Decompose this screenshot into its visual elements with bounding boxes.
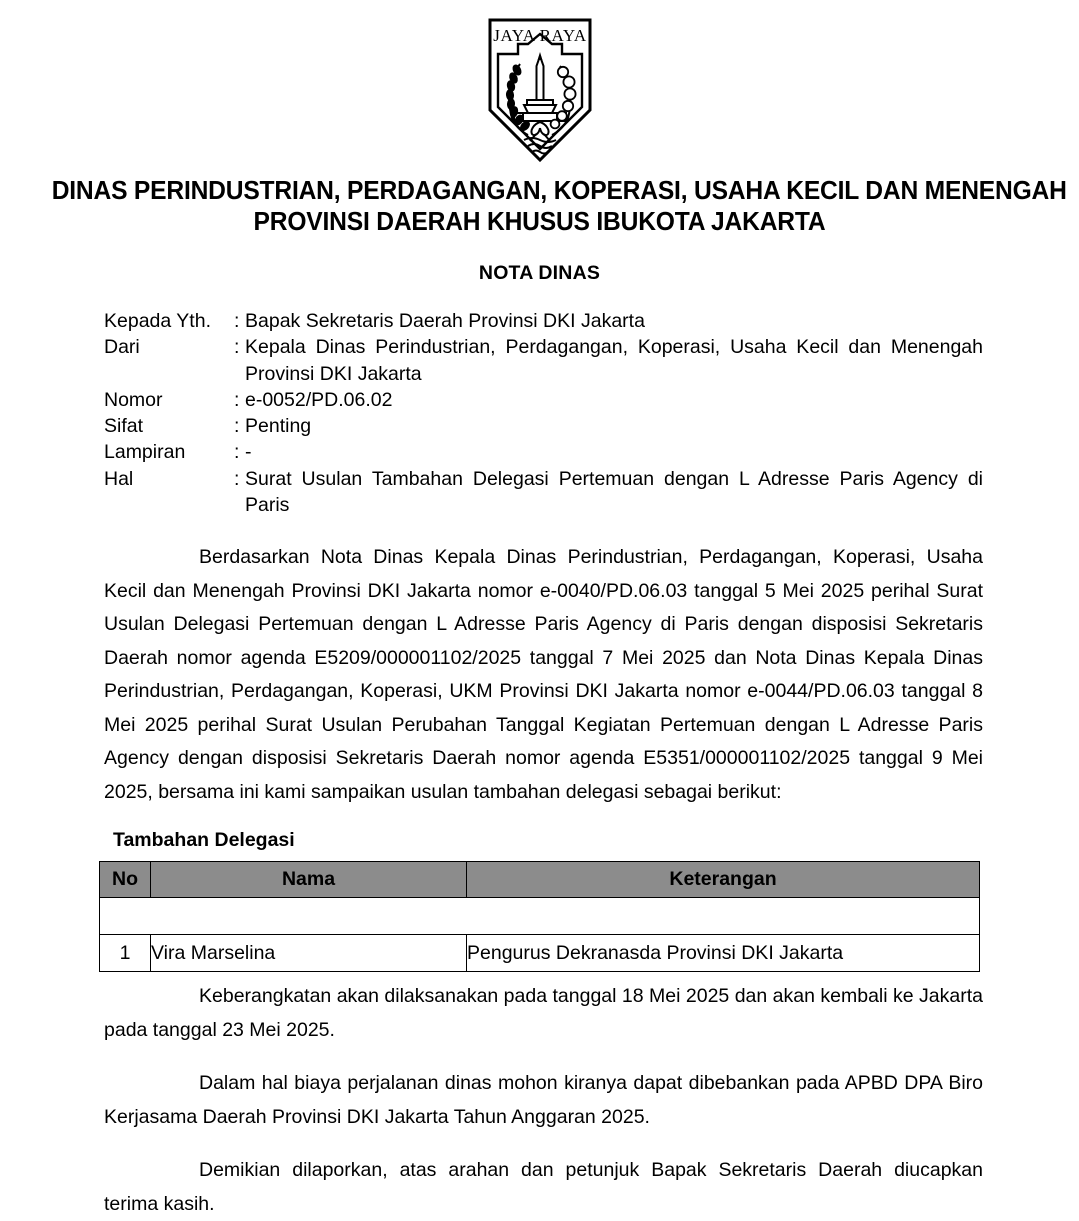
meta-row-sifat (104, 413, 983, 439)
meta-label-nomor: Nomor (104, 388, 163, 411)
organization-name-line-1: DINAS PERINDUSTRIAN, PERDAGANGAN, KOPERASI, USAHA KECIL DAN MENENGAH (51, 177, 1067, 205)
body-paragraph-2: Keberangkatan akan dilaksanakan pada tanggal 18 Mei 2025 dan akan kembali ke Jakarta pada tanggal 23 Mei 2025. (104, 985, 983, 1041)
memo-metadata (0, 308, 1079, 518)
table-spacer-cell (100, 898, 980, 935)
memo-body (0, 541, 1079, 809)
table-row (100, 935, 980, 972)
body-paragraph-4: Demikian dilaporkan, atas arahan dan petunjuk Bapak Sekretaris Daerah diucapkan terima kasih. (104, 1159, 983, 1215)
organization-header (19, 166, 1067, 238)
column-header-nama: Nama (151, 862, 467, 898)
emblem-container (0, 0, 1079, 166)
table-body (100, 898, 980, 972)
meta-label-hal: Hal (104, 467, 134, 490)
meta-colon: : (234, 388, 240, 411)
column-header-keterangan: Keterangan (467, 862, 980, 898)
document-title: NOTA DINAS (478, 262, 601, 284)
meta-label-lampiran: Lampiran (104, 441, 186, 464)
delegation-table-caption: Tambahan Delegasi (113, 829, 295, 852)
table-spacer-row (100, 898, 980, 935)
meta-label-sifat: Sifat (104, 415, 144, 438)
memo-body-closing (0, 980, 1079, 1221)
meta-row-dari (104, 334, 983, 387)
cell-no: 1 (100, 935, 151, 972)
delegation-table (99, 861, 980, 972)
meta-value-kepada: Bapak Sekretaris Daerah Provinsi DKI Jakarta (245, 310, 645, 332)
cell-keterangan: Pengurus Dekranasda Provinsi DKI Jakarta (467, 935, 980, 972)
body-paragraph-3: Dalam hal biaya perjalanan dinas mohon kiranya dapat dibebankan pada APBD DPA Biro Kerjasama Daerah Provinsi DKI Jakarta Tahun Anggaran 2025. (104, 1072, 983, 1128)
meta-row-nomor (104, 387, 983, 413)
meta-colon: : (234, 310, 240, 332)
organization-name-line-2: PROVINSI DAERAH KHUSUS IBUKOTA JAKARTA (253, 208, 826, 236)
meta-colon: : (234, 467, 240, 490)
meta-value-dari: Kepala Dinas Perindustrian, Perdagangan, Koperasi, Usaha Kecil dan Menengah Provinsi DKI Jakarta (245, 336, 983, 385)
delegation-table-container (0, 861, 1079, 972)
meta-row-kepada (104, 308, 983, 334)
meta-value-nomor: e-0052/PD.06.02 (245, 388, 393, 411)
table-header (100, 862, 980, 898)
table-header-row (100, 862, 980, 898)
body-paragraph-1: Berdasarkan Nota Dinas Kepala Dinas Perindustrian, Perdagangan, Koperasi, Usaha Kecil dan Menengah Provinsi DKI Jakarta nomor e-0040/PD.06.03 tanggal 5 Mei 2025 perihal Surat Usulan Delegasi Pertemuan dengan L Adresse Paris Agency di Paris dengan disposisi Sekretaris Daerah nomor agenda E5209/000001102/2025 tanggal 7 Mei 2025 dan Nota Dinas Kepala Dinas Perindustrian, Perdagangan, Koperasi, UKM Provinsi DKI Jakarta nomor e-0044/PD.06.03 tanggal 8 Mei 2025 perihal Surat Usulan Perubahan Tanggal Kegiatan Pertemuan dengan L Adresse Paris Agency dengan disposisi Sekretaris Daerah nomor agenda E5351/000001102/2025 tanggal 9 Mei 2025, bersama ini kami sampaikan usulan tambahan delegasi sebagai berikut: (104, 546, 983, 803)
cell-nama: Vira Marselina (151, 935, 467, 972)
meta-colon: : (234, 441, 240, 464)
meta-colon: : (234, 336, 240, 359)
emblem-motto-text: JAYA RAYA (492, 26, 587, 45)
meta-label-kepada: Kepada Yth. (104, 310, 211, 332)
meta-value-sifat: Penting (245, 415, 312, 438)
meta-colon: : (234, 415, 240, 438)
meta-row-hal (104, 466, 983, 519)
column-header-no: No (100, 862, 151, 898)
meta-value-hal: Surat Usulan Tambahan Delegasi Pertemuan dengan L Adresse Paris Agency di Paris (245, 467, 983, 517)
meta-value-lampiran: - (245, 441, 252, 464)
jakarta-provincial-emblem (484, 14, 596, 166)
meta-label-dari: Dari (104, 336, 140, 359)
meta-row-lampiran (104, 439, 983, 465)
